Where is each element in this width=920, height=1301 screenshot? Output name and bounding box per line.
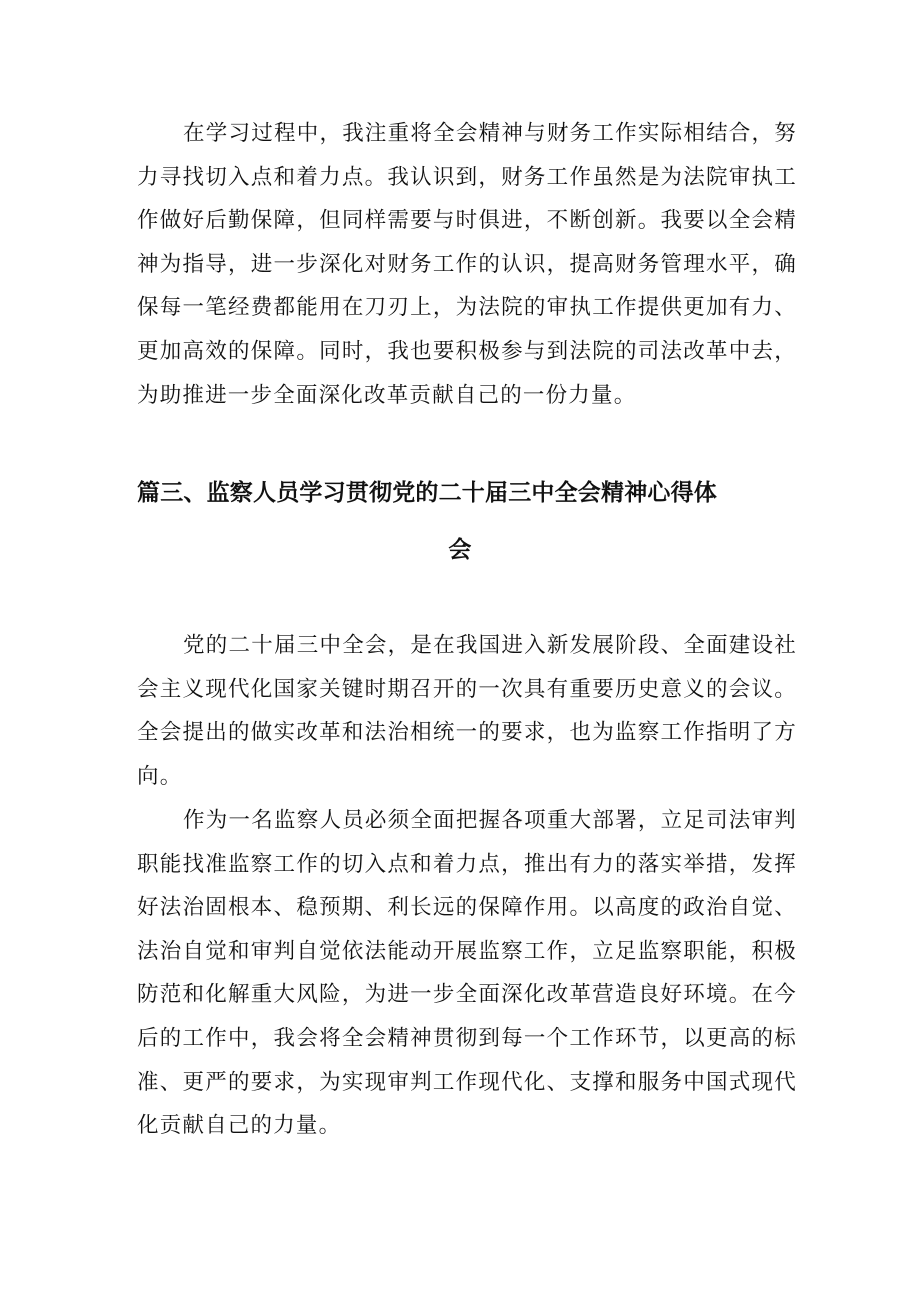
body-paragraph-intro: 党的二十届三中全会，是在我国进入新发展阶段、全面建设社会主义现代化国家关键时期召开的一次具有重要历史意义的会议。全会提出的做实改革和法治相统一的要求，也为监察工作指明了方向。	[137, 633, 797, 789]
body-paragraph-supervision: 作为一名监察人员必须全面把握各项重大部署，立足司法审判职能找准监察工作的切入点和着力点，推出有力的落实举措，发挥好法治固根本、稳预期、利长远的保障作用。以高度的政治自觉、法治自觉和审判自觉依法能动开展监察工作，立足监察职能，积极防范和化解重大风险，为进一步全面深化改革营造良好环境。在今后的工作中，我会将全会精神贯彻到每一个工作环节，以更高的标准、更严的要求，为实现审判工作现代化、支撑和服务中国式现代化贡献自己的力量。	[137, 808, 797, 1139]
body-paragraph-finance: 在学习过程中，我注重将全会精神与财务工作实际相结合，努力寻找切入点和着力点。我认识到，财务工作虽然是为法院审执工作做好后勤保障，但同样需要与时俱进，不断创新。我要以全会精神为指导，进一步深化对财务工作的认识，提高财务管理水平，确保每一笔经费都能用在刀刃上，为法院的审执工作提供更加有力、更加高效的保障。同时，我也要积极参与到法院的司法改革中去，为助推进一步全面深化改革贡献自己的一份力量。	[137, 121, 797, 408]
section-heading: 篇三、监察人员学习贯彻党的二十届三中全会精神心得体	[137, 480, 717, 506]
section-heading-continuation: 会	[448, 537, 472, 563]
